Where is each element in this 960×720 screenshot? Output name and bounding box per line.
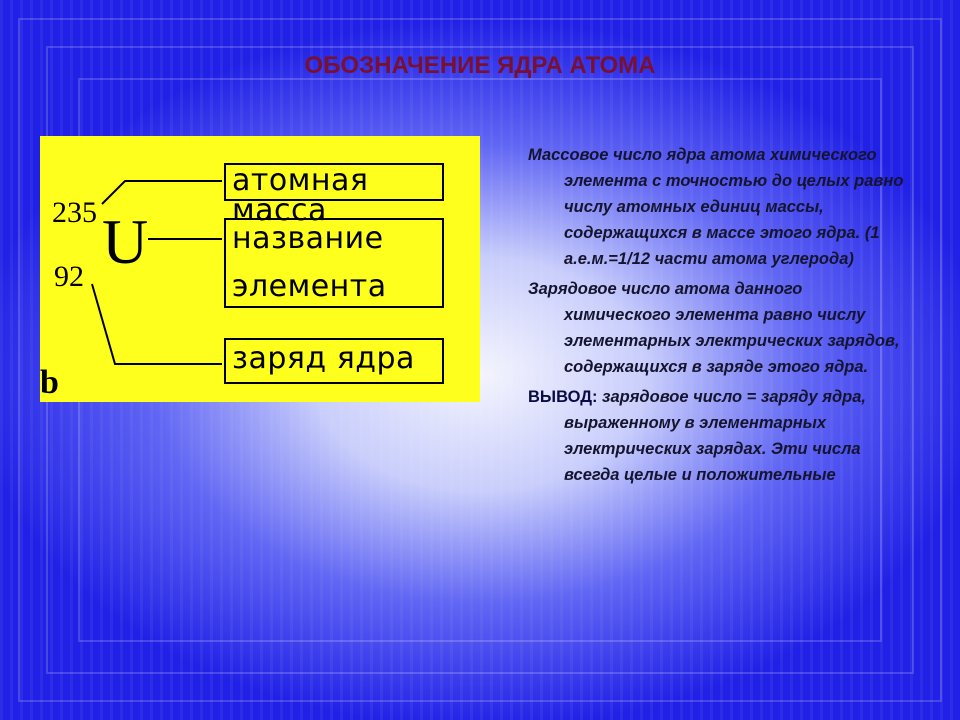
mass-number: 235 [52, 196, 97, 229]
label-mass: атомная масса [232, 163, 369, 228]
paragraph-mass-number: Массовое число ядра атома химического элемента с точностью до целых равно числу атомных единиц массы, содержащихся в массе этого ядра. (1 а.е.м.=1/12 части атома углерода) [528, 146, 904, 268]
partial-glyph: b [40, 364, 59, 401]
conclusion-keyword: ВЫВОД: [528, 388, 598, 406]
label-name-box [224, 218, 444, 308]
explanation-text [528, 142, 913, 492]
slide-title: ОБОЗНАЧЕНИЕ ЯДРА АТОМА [304, 52, 656, 79]
element-symbol: U [102, 206, 149, 277]
label-charge: заряд ядра [232, 341, 415, 376]
label-charge-box [224, 338, 444, 384]
line-to-mass [102, 181, 222, 204]
label-mass-box [224, 163, 444, 228]
nucleus-notation-diagram [40, 136, 480, 402]
paragraph-charge-number: Зарядовое число атома данного химического элемента равно числу элементарных электрических зарядов, содержащихся в заряде этого ядра. [528, 280, 900, 376]
label-name-line1: название [232, 221, 384, 256]
paragraph-conclusion: ВЫВОД: зарядовое число = заряду ядра, выраженному в элементарных электрических зарядах. Эти числа всегда целые и положительные [528, 388, 867, 484]
label-name-line2: элемента [232, 269, 387, 304]
atomic-number: 92 [54, 260, 84, 293]
line-to-charge [92, 284, 222, 364]
